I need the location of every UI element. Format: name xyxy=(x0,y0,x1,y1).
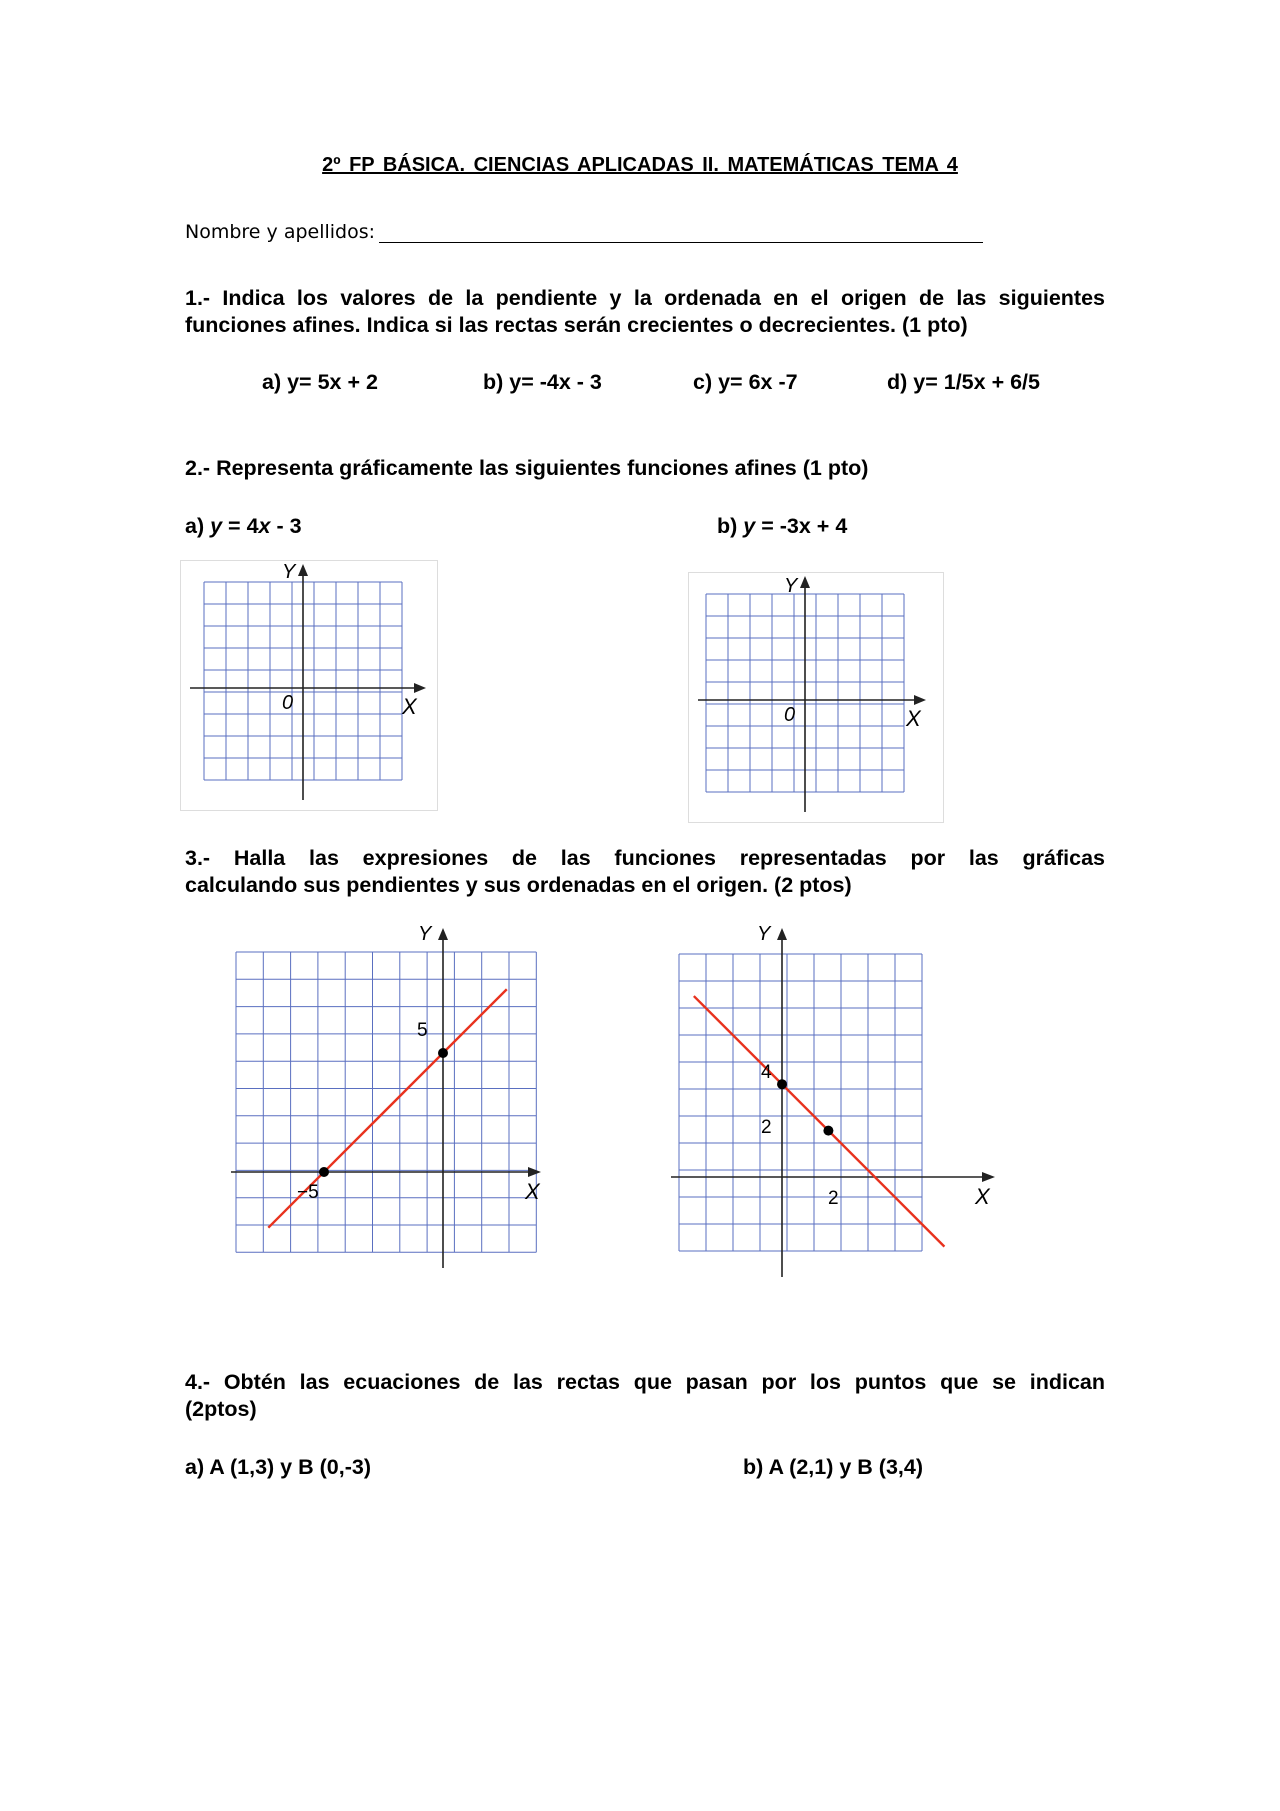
tick-label-4: 4 xyxy=(761,1062,772,1083)
grid-frame xyxy=(181,561,438,811)
y-axis-label: Y xyxy=(757,923,771,945)
question-1-line1: 1.- Indica los valores de la pendiente y la ordenada en el origen de las siguientes xyxy=(185,286,1105,310)
blank-grid-b[interactable] xyxy=(688,572,946,826)
name-field[interactable] xyxy=(185,221,983,243)
grid-lines xyxy=(236,952,536,1252)
question-2: 2.- Representa gráficamente las siguientes funciones afines (1 pto) xyxy=(185,456,869,480)
origin-label: 0 xyxy=(784,704,796,726)
x-axis-label: X xyxy=(906,706,921,731)
question-4-line2: (2ptos) xyxy=(185,1397,257,1421)
question-3-line2: calculando sus pendientes y sus ordenadas en el origen. (2 ptos) xyxy=(185,873,852,897)
q2-item-b: b) y = -3x + 4 xyxy=(717,514,848,538)
y-axis-label: Y xyxy=(784,575,798,597)
name-label: Nombre y apellidos: xyxy=(185,221,376,243)
blank-grid-a[interactable] xyxy=(180,560,440,814)
x-axis-label: X xyxy=(402,694,417,719)
question-1 xyxy=(185,285,1105,339)
q1-item-a: a) y= 5x + 2 xyxy=(262,370,378,394)
q2-item-a: a) y = 4x - 3 xyxy=(185,514,302,538)
question-4-line1: 4.- Obtén las ecuaciones de las rectas que pasan por los puntos que se indican xyxy=(185,1370,1105,1394)
y-axis-arrow xyxy=(298,564,308,576)
question-1-line2: funciones afines. Indica si las rectas serán crecientes o decrecientes. (1 pto) xyxy=(185,313,968,337)
q4-item-a: a) A (1,3) y B (0,-3) xyxy=(185,1455,371,1479)
q1-item-c: c) y= 6x -7 xyxy=(693,370,798,394)
x-axis-label: X xyxy=(975,1184,990,1209)
tick-label-minus-5: −5 xyxy=(297,1182,319,1203)
q1-item-d: d) y= 1/5x + 6/5 xyxy=(887,370,1040,394)
question-4 xyxy=(185,1369,1105,1423)
point-y-intercept xyxy=(438,1048,448,1058)
name-blank-line[interactable] xyxy=(379,224,983,243)
tick-label-2-x: 2 xyxy=(828,1188,839,1209)
y-axis-label: Y xyxy=(282,561,296,583)
point-x-intercept xyxy=(319,1167,329,1177)
chart-3a xyxy=(225,922,545,1272)
page-title: 2º FP BÁSICA. CIENCIAS APLICADAS II. MATEMÁTICAS TEMA 4 xyxy=(322,154,958,176)
q4-item-b: b) A (2,1) y B (3,4) xyxy=(743,1455,923,1479)
y-axis-arrow xyxy=(438,928,448,940)
question-3-line1: 3.- Halla las expresiones de las funciones representadas por las gráficas xyxy=(185,846,1105,870)
origin-label: 0 xyxy=(282,692,294,714)
q1-item-b: b) y= -4x - 3 xyxy=(483,370,602,394)
x-axis-arrow xyxy=(414,683,426,693)
y-axis-arrow xyxy=(800,576,810,588)
tick-label-5: 5 xyxy=(417,1020,428,1041)
point-y-intercept xyxy=(777,1079,787,1089)
data-line xyxy=(694,996,945,1247)
question-3 xyxy=(185,845,1105,899)
point-second xyxy=(823,1126,833,1136)
x-axis-label: X xyxy=(525,1179,540,1204)
y-axis-arrow xyxy=(777,928,787,940)
y-axis-label: Y xyxy=(418,923,432,945)
chart-3b xyxy=(665,922,995,1282)
tick-label-2-y: 2 xyxy=(761,1117,772,1138)
x-axis-arrow xyxy=(914,695,926,705)
x-axis-arrow xyxy=(982,1172,995,1182)
x-axis-arrow xyxy=(528,1167,541,1177)
